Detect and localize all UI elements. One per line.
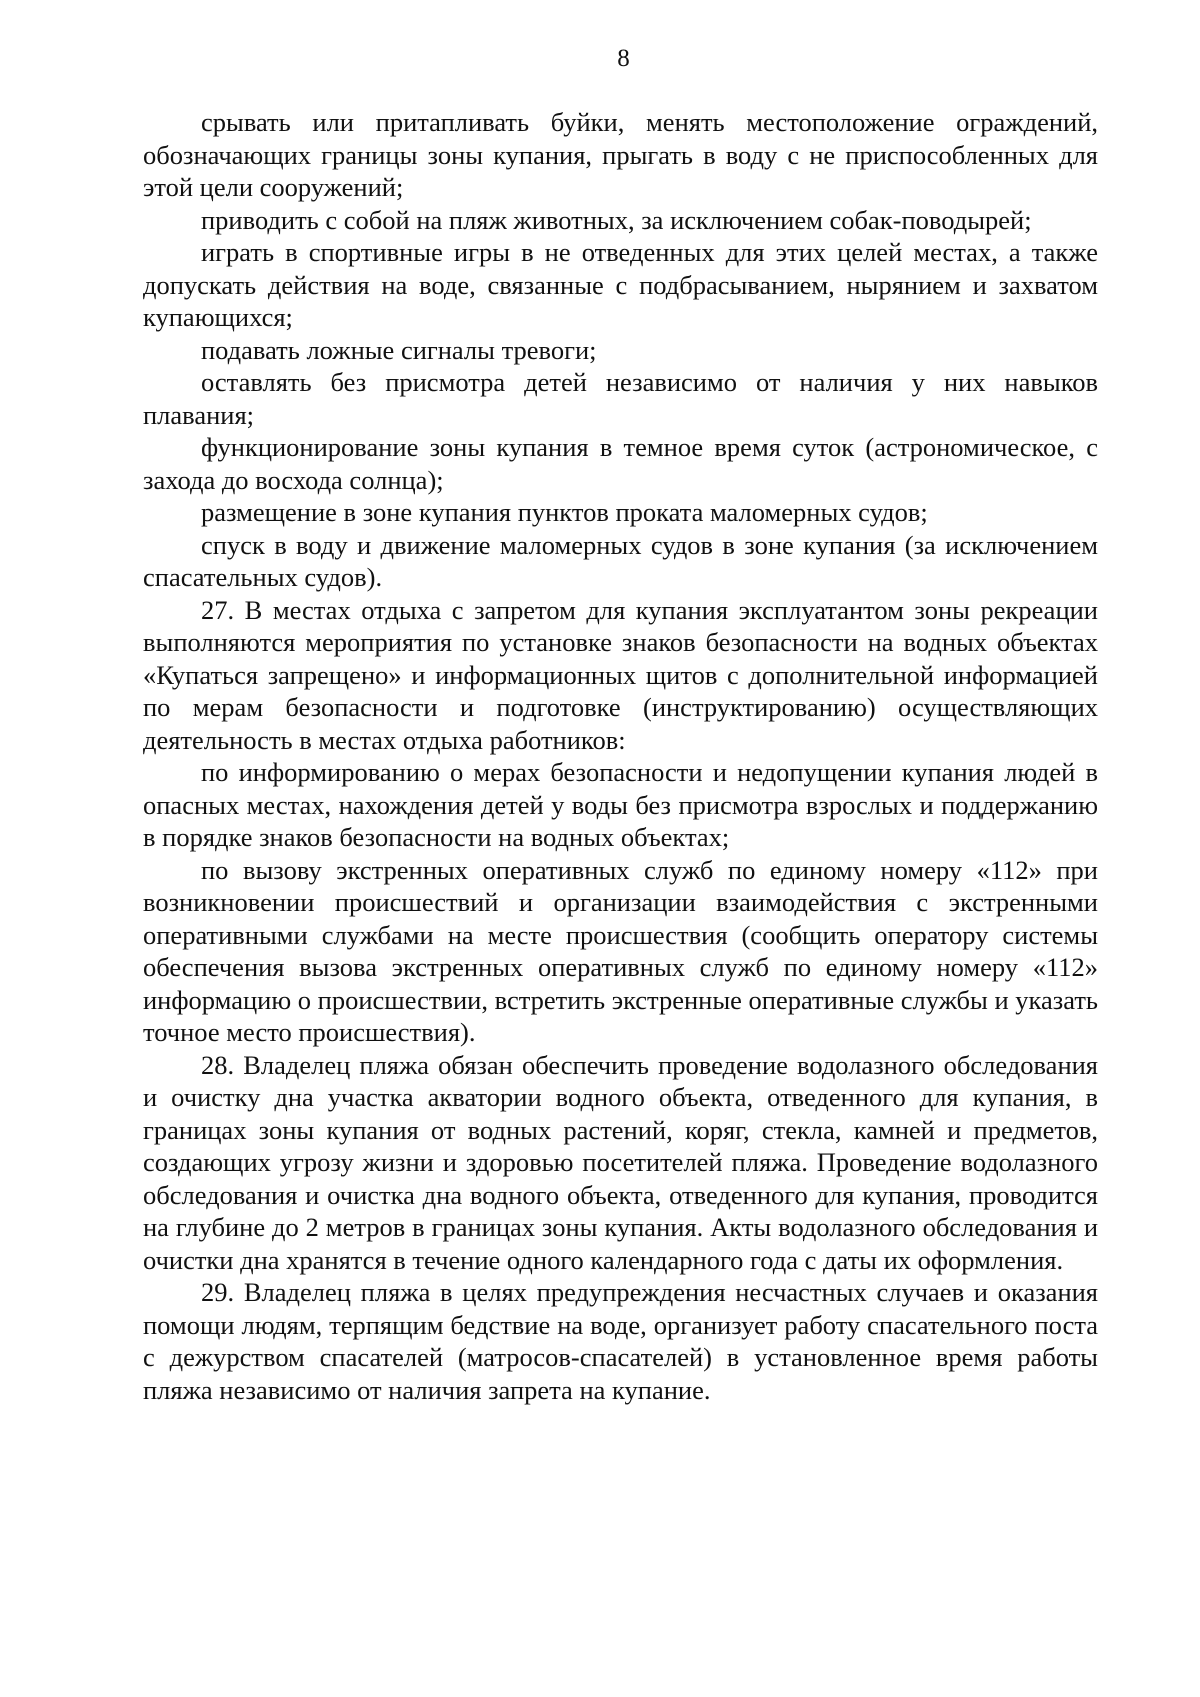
paragraph-item-27: 27. В местах отдыха с запретом для купания эксплуатантом зоны рекреации выполняются мероприятия по установке знаков безопасности на водных объектах «Купаться запрещено» и информационных щитов с дополнительной информацией по мерам безопасности и подготовке (инструктированию) осуществляющих деятельность в местах отдыха работников: bbox=[143, 594, 1098, 755]
document-body bbox=[143, 106, 1098, 1406]
paragraph-emergency-112: по вызову экстренных оперативных служб по единому номеру «112» при возникновении происшествий и организации взаимодействия с экстренными оперативными службами на месте происшествия (сообщить оператору системы обеспечения вызова экстренных оперативных служб по единому номеру «112» информацию о происшествии, встретить экстренные оперативные службы и указать точное место происшествия). bbox=[143, 854, 1098, 1047]
paragraph-safety-info: по информированию о мерах безопасности и недопущении купания людей в опасных местах, нахождения детей у воды без присмотра взрослых и поддержанию в порядке знаков безопасности на водных объектах; bbox=[143, 757, 1098, 852]
paragraph-children: оставлять без присмотра детей независимо от наличия у них навыков плавания; bbox=[143, 367, 1098, 430]
page-number: 8 bbox=[617, 45, 630, 72]
paragraph-games: играть в спортивные игры в не отведенных для этих целей местах, а также допускать действия на воде, связанные с подбрасыванием, нырянием и захватом купающихся; bbox=[143, 237, 1098, 332]
paragraph-item-28: 28. Владелец пляжа обязан обеспечить проведение водолазного обследования и очистку дна участка акватории водного объекта, отведенного для купания, в границах зоны купания от водных растений, коряг, стекла, камней и предметов, создающих угрозу жизни и здоровью посетителей пляжа. Проведение водолазного обследования и очистка дна водного объекта, отведенного для купания, проводится на глубине до 2 метров в границах зоны купания. Акты водолазного обследования и очистки дна хранятся в течение одного календарного года с даты их оформления. bbox=[143, 1049, 1098, 1275]
paragraph-false-alarms: подавать ложные сигналы тревоги; bbox=[201, 334, 597, 365]
paragraph-dark-time: функционирование зоны купания в темное время суток (астрономическое, с захода до восхода солнца); bbox=[143, 432, 1098, 495]
paragraph-item-29: 29. Владелец пляжа в целях предупреждения несчастных случаев и оказания помощи людям, терпящим бедствие на воде, организует работу спасательного поста с дежурством спасателей (матросов-спасателей) в установленное время работы пляжа независимо от наличия запрета на купание. bbox=[143, 1277, 1098, 1405]
paragraph-boat-rental: размещение в зоне купания пунктов проката маломерных судов; bbox=[201, 497, 928, 527]
paragraph-animals: приводить с собой на пляж животных, за исключением собак-поводырей; bbox=[201, 204, 1032, 235]
paragraph-boat-traffic: спуск в воду и движение маломерных судов в зоне купания (за исключением спасательных судов). bbox=[143, 529, 1098, 592]
paragraph-buoys: срывать или притапливать буйки, менять местоположение ограждений, обозначающих границы зоны купания, прыгать в воду с не приспособленных для этой цели сооружений; bbox=[143, 107, 1098, 202]
